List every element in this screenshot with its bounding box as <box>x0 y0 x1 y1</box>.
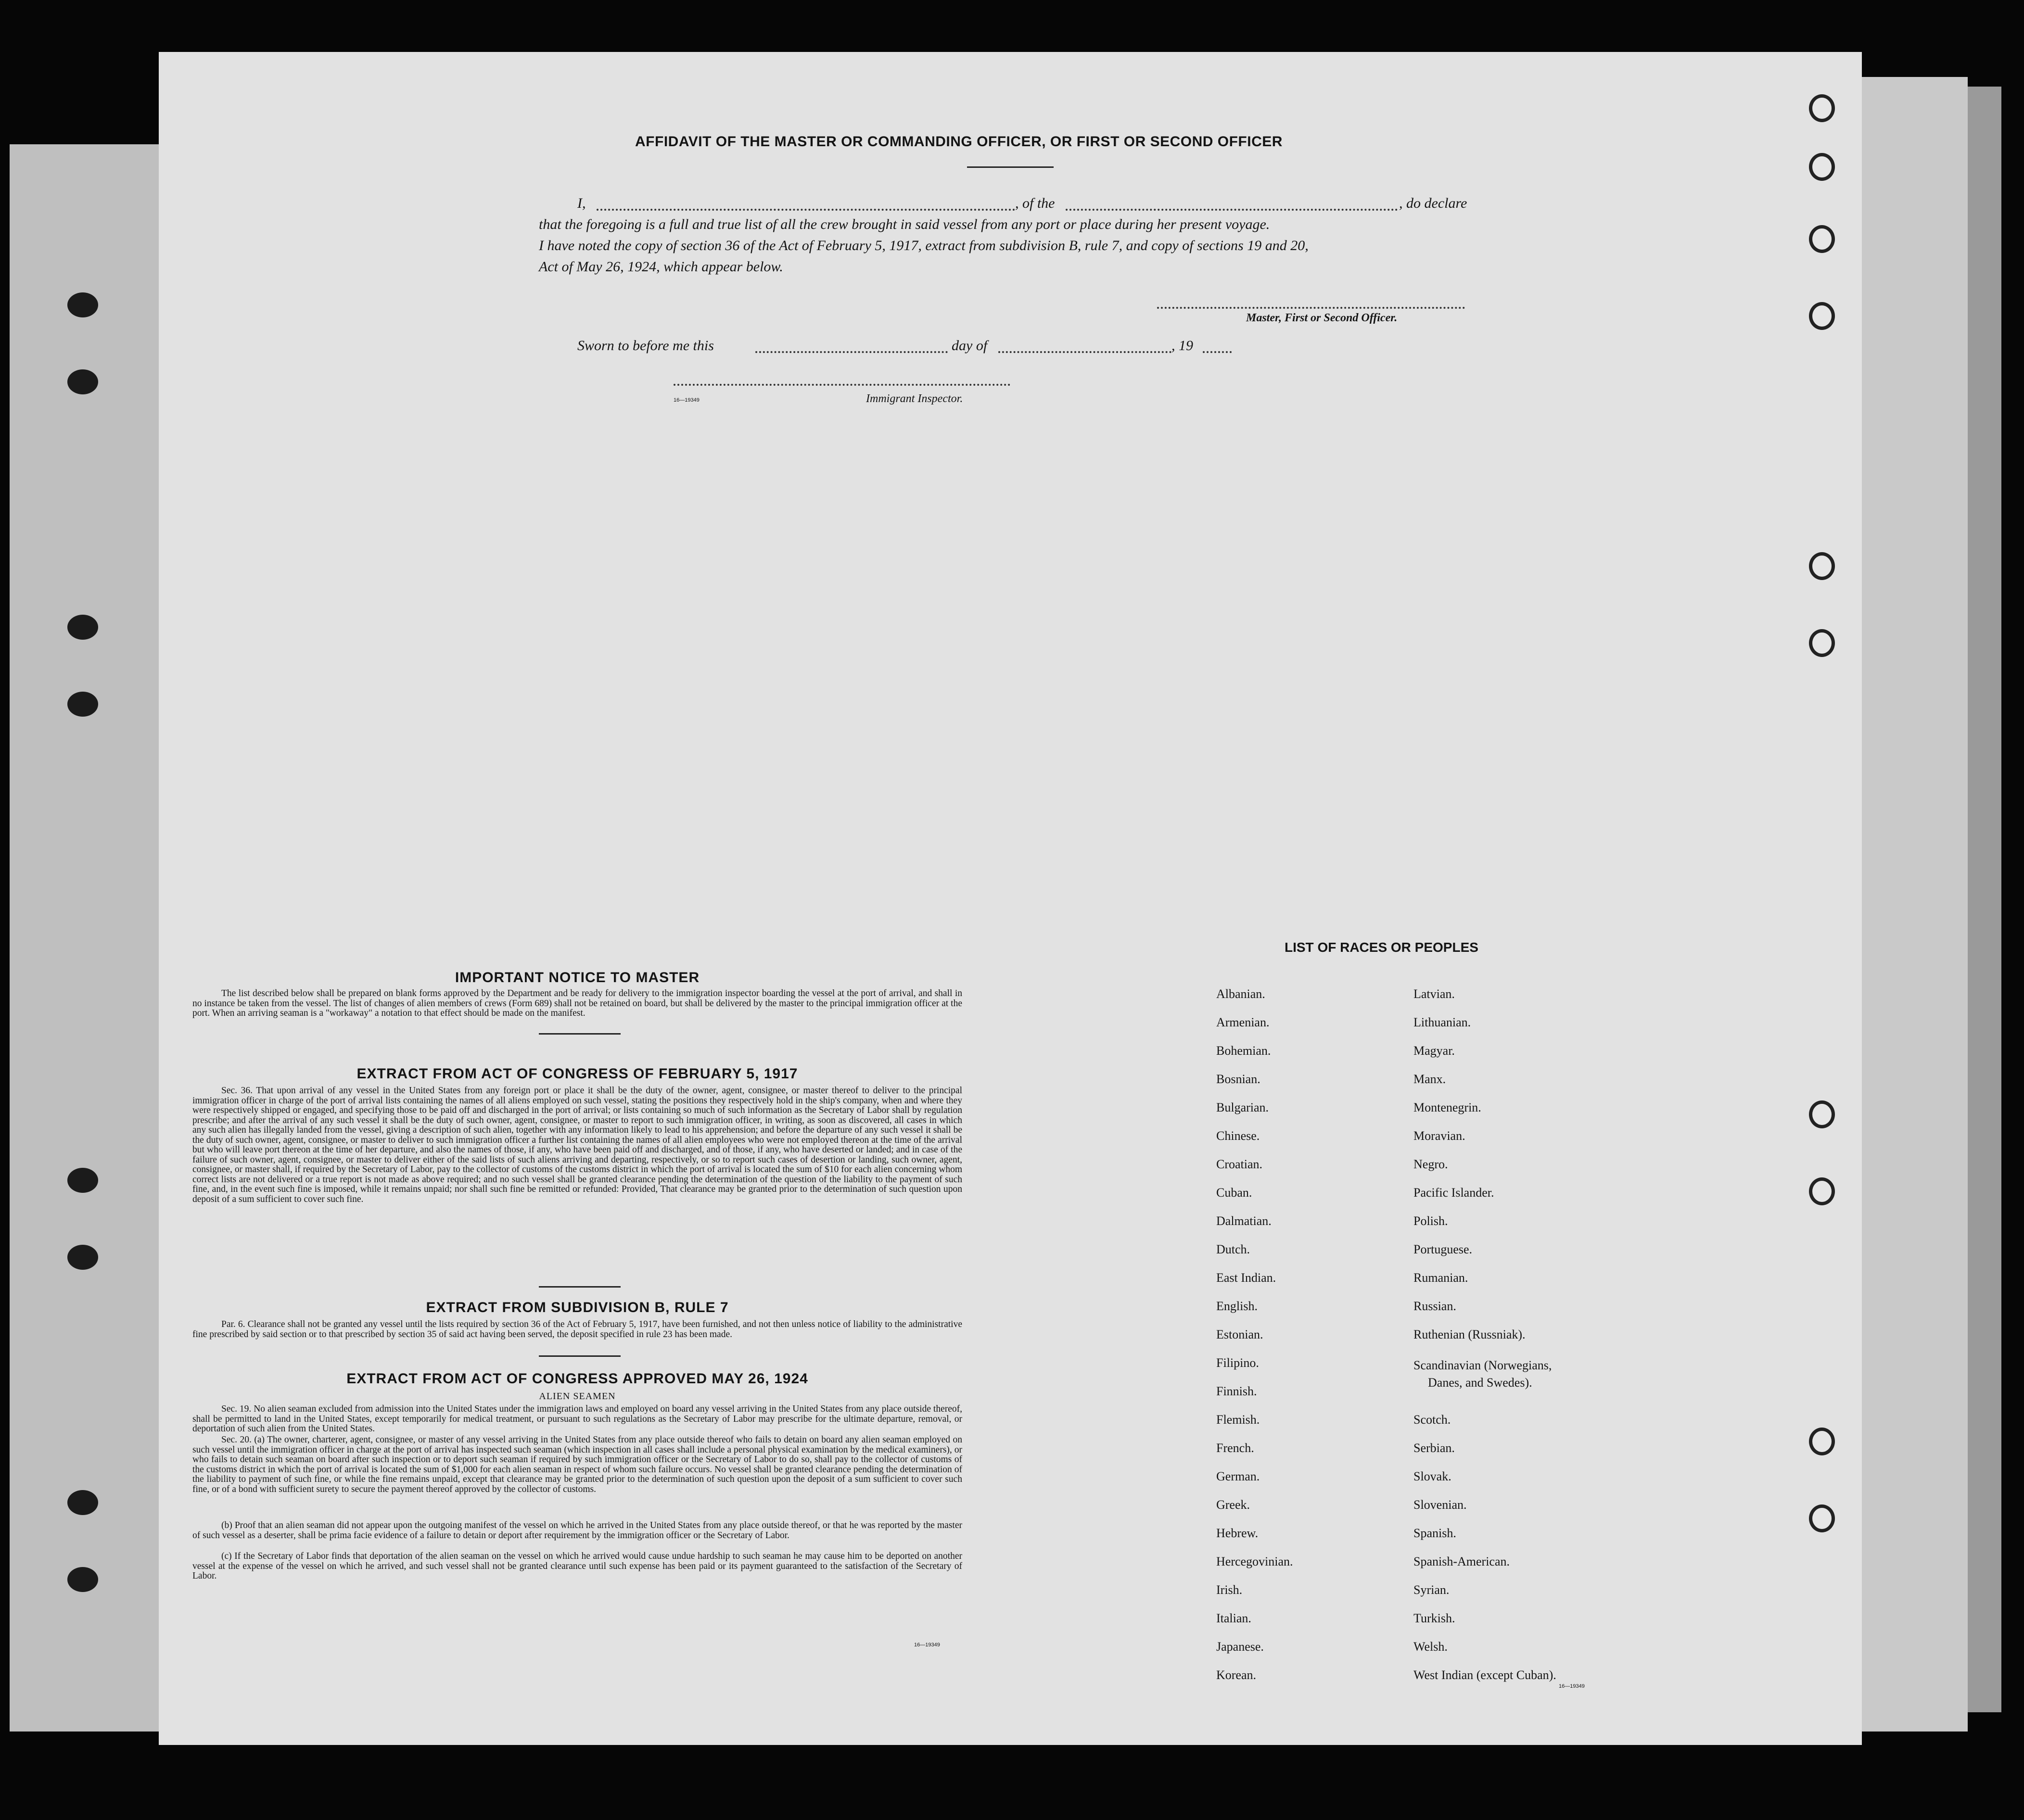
form-number: 16—19349 <box>1559 1683 1585 1689</box>
divider <box>539 1355 621 1357</box>
race-item: Spanish-American. <box>1413 1555 1510 1568</box>
race-item: Lithuanian. <box>1413 1015 1471 1029</box>
race-item: Negro. <box>1413 1157 1448 1171</box>
race-item: Montenegrin. <box>1413 1100 1481 1114</box>
day-of-label: day of <box>952 338 988 354</box>
document-page <box>159 52 1862 1745</box>
sec20c-text: (c) If the Secretary of Labor finds that deportation of the alien seaman on the vessel on which he arrived would cause undue hardship to such seaman he may cause him to be deported on another vessel at the expense of the vessel on which he arrived, and such vessel shall not be granted clearance until such expense has been paid or its payment guaranteed to the satisfaction of the Secretary of Labor. <box>192 1551 962 1581</box>
race-item: Japanese. <box>1216 1640 1264 1654</box>
race-item: Croatian. <box>1216 1157 1263 1171</box>
race-item: Scotch. <box>1413 1413 1451 1427</box>
race-item: Chinese. <box>1216 1129 1260 1143</box>
binding-ring <box>1809 1177 1835 1205</box>
sec20b-text: (b) Proof that an alien seaman did not appear upon the outgoing manifest of the vessel on which he arrived in the United States from any place outside thereof, or that he was reported by the master of such vessel as a deserter, shall be prima facie evidence of a failure to detain or deport after requirement by the immigration officer or the Secretary of Labor. <box>192 1520 962 1541</box>
race-item: Rumanian. <box>1413 1271 1468 1285</box>
race-item: German. <box>1216 1469 1260 1483</box>
divider <box>967 166 1054 168</box>
binding-hole <box>67 1567 98 1592</box>
race-item: Albanian. <box>1216 987 1265 1001</box>
sworn-label: Sworn to before me this <box>577 338 714 354</box>
binding-hole <box>67 292 98 317</box>
race-item: Latvian. <box>1413 987 1455 1001</box>
races-title: LIST OF RACES OR PEOPLES <box>1285 940 1478 955</box>
race-item: Pacific Islander. <box>1413 1186 1494 1200</box>
extract-1924-title: EXTRACT FROM ACT OF CONGRESS APPROVED MAY 26, 1924 <box>346 1371 808 1387</box>
sworn-day-field[interactable] <box>755 351 948 353</box>
binding-ring <box>1809 552 1835 580</box>
form-number: 16—19349 <box>914 1642 940 1648</box>
extract-1917-text: Sec. 36. That upon arrival of any vessel in the United States from any foreign port or place it shall be the duty of the owner, agent, consignee, or master thereof to deliver to the principal immigration officer in charge of the port of arrival lists containing the names of all aliens employed on such vessel, stating the positions they respectively hold in the ship's company, when and where they were respectively shipped or engaged, and specifying those to be paid off and discharged in the port of arrival; or lists containing so much of such information as the Secretary of Labor shall by regulation prescribe; and after the arrival of any such vessel it shall be the duty of such owner, agent, consignee, or master to report to such immigration officer, in writing, as soon as discovered, all cases in which any such alien has illegally landed from the vessel, giving a description of such alien, together with any information likely to lead to his apprehension; and before the departure of any such vessel it shall be the duty of such owner, agent, consignee, or master to deliver to such immigration officer a further list containing the names of all alien employees who were not employed thereon at the time of the arrival but who will leave port thereon at the time of her departure, and also the names of those, if any, who have been paid off and discharged, and of those, if any, who have deserted or landed; and in case of the failure of such owner, agent, consignee, or master to deliver either of the said lists of such aliens arriving and departing, respectively, or so to report such cases of desertion or landing, such owner, agent, consignee, or master shall, if required by the Secretary of Labor, pay to the collector of customs of the customs district in which the port of arrival is located the sum of $10 for each alien concerning whom correct lists are not delivered or a true report is not made as above required; and no such vessel shall be granted clearance pending the determination of the question of the liability to the payment of such fine, and, in the event such fine is imposed, while it remains unpaid; nor shall such fine be remitted or refunded: Provided, That clearance may be granted prior to the determination of such question upon deposit of a sum sufficient to cover such fine. <box>192 1086 962 1204</box>
race-item: Cuban. <box>1216 1186 1252 1200</box>
race-item: Portuguese. <box>1413 1242 1473 1256</box>
affidavit-i: I, <box>577 195 586 211</box>
sec19-text: Sec. 19. No alien seaman excluded from admission into the United States under the immigration laws and employed on board any vessel arriving in the United States from any place outside thereof, shall be permitted to land in the United States, except temporarily for medical treatment, or pursuant to such regulations as the Secretary of Labor may prescribe for the ultimate departure, removal, or deportation of such alien from the United States. <box>192 1404 962 1434</box>
race-item: Armenian. <box>1216 1015 1270 1029</box>
binding-hole <box>67 615 98 640</box>
binding-ring <box>1809 302 1835 330</box>
binding-ring <box>1809 1504 1835 1532</box>
race-item: Russian. <box>1413 1299 1456 1313</box>
race-item: Serbian. <box>1413 1441 1455 1455</box>
inspector-signature-line[interactable] <box>674 384 1010 386</box>
binding-hole <box>67 1490 98 1515</box>
affidavit-do-declare: , do declare <box>1399 195 1467 211</box>
affidavit-line4: Act of May 26, 1924, which appear below. <box>539 259 783 275</box>
affidavit-line2: that the foregoing is a full and true list of all the crew brought in said vessel from any port or place during her present voyage. <box>539 216 1270 232</box>
race-item: Spanish. <box>1413 1526 1456 1540</box>
binding-ring <box>1809 225 1835 253</box>
race-item: Irish. <box>1216 1583 1243 1597</box>
notice-title: IMPORTANT NOTICE TO MASTER <box>455 970 700 986</box>
master-signature-label: Master, First or Second Officer. <box>1246 312 1398 324</box>
race-item: Finnish. <box>1216 1384 1257 1398</box>
name-field[interactable] <box>597 209 1015 211</box>
race-item: Danes, and Swedes). <box>1428 1376 1532 1390</box>
race-item: Bosnian. <box>1216 1072 1260 1086</box>
race-item: Syrian. <box>1413 1583 1450 1597</box>
notice-text: The list described below shall be prepared on blank forms approved by the Department and be ready for delivery to the immigration inspector boarding the vessel at the port of arrival, and shall in no instance be taken from the vessel. The list of changes of alien members of crews (Form 689) shall not be retained on board, but shall be delivered by the master to the principal immigration officer at the port. When an arriving seaman is a "workaway" a notation to that effect should be made on the manifest. <box>192 988 962 1018</box>
race-item: Korean. <box>1216 1668 1257 1682</box>
race-item: Slovenian. <box>1413 1498 1467 1512</box>
sworn-month-field[interactable] <box>998 351 1171 353</box>
sworn-year-field[interactable] <box>1203 351 1232 353</box>
binding-hole <box>67 369 98 394</box>
race-item: Ruthenian (Russniak). <box>1413 1327 1526 1341</box>
race-item: Filipino. <box>1216 1356 1259 1370</box>
binding-hole <box>67 1245 98 1270</box>
race-item: Magyar. <box>1413 1044 1455 1058</box>
vessel-field[interactable] <box>1066 209 1398 211</box>
race-item: Dalmatian. <box>1216 1214 1272 1228</box>
race-item: Greek. <box>1216 1498 1250 1512</box>
divider <box>539 1033 621 1035</box>
race-item: French. <box>1216 1441 1254 1455</box>
race-item: Hercegovinian. <box>1216 1555 1293 1568</box>
race-item: English. <box>1216 1299 1258 1313</box>
binding-ring <box>1809 94 1835 122</box>
binding-ring <box>1809 1428 1835 1455</box>
race-item: Italian. <box>1216 1611 1251 1625</box>
sec20a-text: Sec. 20. (a) The owner, charterer, agent, consignee, or master of any vessel arriving in the United States from any place outside thereof who fails to detain on board any alien seaman employed on such vessel until the immigration officer in charge at the port of arrival has inspected such seaman (which inspection in all cases shall include a personal physical examination by the medical examiners), or who fails to detain such seaman on board after such inspection or to deport such seaman if required by such immigration officer or the Secretary of Labor to do so, shall pay to the collector of customs of the customs district in which the port of arrival is located the sum of $1,000 for each alien seaman in respect of whom such failure occurs. No vessel shall be granted clearance pending the determination of the liability to payment of such fine, or while the fine remains unpaid, except that clearance may be granted prior to the determination of such question upon the deposit of a sum sufficient to cover such fine, or of a bond with sufficient surety to secure the payment thereof approved by the collector of customs. <box>192 1435 962 1494</box>
subdivision-text: Par. 6. Clearance shall not be granted any vessel until the lists required by section 36 of the Act of February 5, 1917, have been furnished, and not then unless notice of liability to the administrative fine prescribed by said section or to that prescribed by section 35 of said act having been served, the deposit specified in rule 23 has been made. <box>192 1319 962 1340</box>
race-item: Hebrew. <box>1216 1526 1259 1540</box>
race-item: Moravian. <box>1413 1129 1465 1143</box>
race-item: Scandinavian (Norwegians, <box>1413 1358 1552 1372</box>
affidavit-line3: I have noted the copy of section 36 of the Act of February 5, 1917, extract from subdivision B, rule 7, and copy of sections 19 and 20, <box>539 238 1309 253</box>
binding-hole <box>67 1168 98 1193</box>
race-item: West Indian (except Cuban). <box>1413 1668 1556 1682</box>
race-item: Polish. <box>1413 1214 1448 1228</box>
inspector-label: Immigrant Inspector. <box>866 392 963 405</box>
race-item: Bulgarian. <box>1216 1100 1269 1114</box>
form-number: 16—19349 <box>674 397 700 403</box>
binding-ring <box>1809 1100 1835 1128</box>
race-item: Manx. <box>1413 1072 1446 1086</box>
affidavit-title: AFFIDAVIT OF THE MASTER OR COMMANDING OFFICER, OR FIRST OR SECOND OFFICER <box>635 134 1283 150</box>
race-item: Turkish. <box>1413 1611 1455 1625</box>
race-item: Bohemian. <box>1216 1044 1271 1058</box>
race-item: Welsh. <box>1413 1640 1448 1654</box>
affidavit-of-the: , of the <box>1015 195 1055 211</box>
master-signature-line[interactable] <box>1157 307 1465 309</box>
race-item: Estonian. <box>1216 1327 1263 1341</box>
subdivision-title: EXTRACT FROM SUBDIVISION B, RULE 7 <box>426 1300 729 1315</box>
binding-ring <box>1809 629 1835 657</box>
extract-1917-title: EXTRACT FROM ACT OF CONGRESS OF FEBRUARY 5, 1917 <box>356 1066 798 1082</box>
race-item: Flemish. <box>1216 1413 1260 1427</box>
binding-ring <box>1809 153 1835 181</box>
binding-hole <box>67 692 98 717</box>
race-item: East Indian. <box>1216 1271 1276 1285</box>
alien-seamen-subtitle: ALIEN SEAMEN <box>539 1391 616 1402</box>
stacked-pages-edge <box>1857 77 1968 1732</box>
divider <box>539 1286 621 1288</box>
year-label: , 19 <box>1171 338 1193 354</box>
race-item: Dutch. <box>1216 1242 1250 1256</box>
race-item: Slovak. <box>1413 1469 1451 1483</box>
